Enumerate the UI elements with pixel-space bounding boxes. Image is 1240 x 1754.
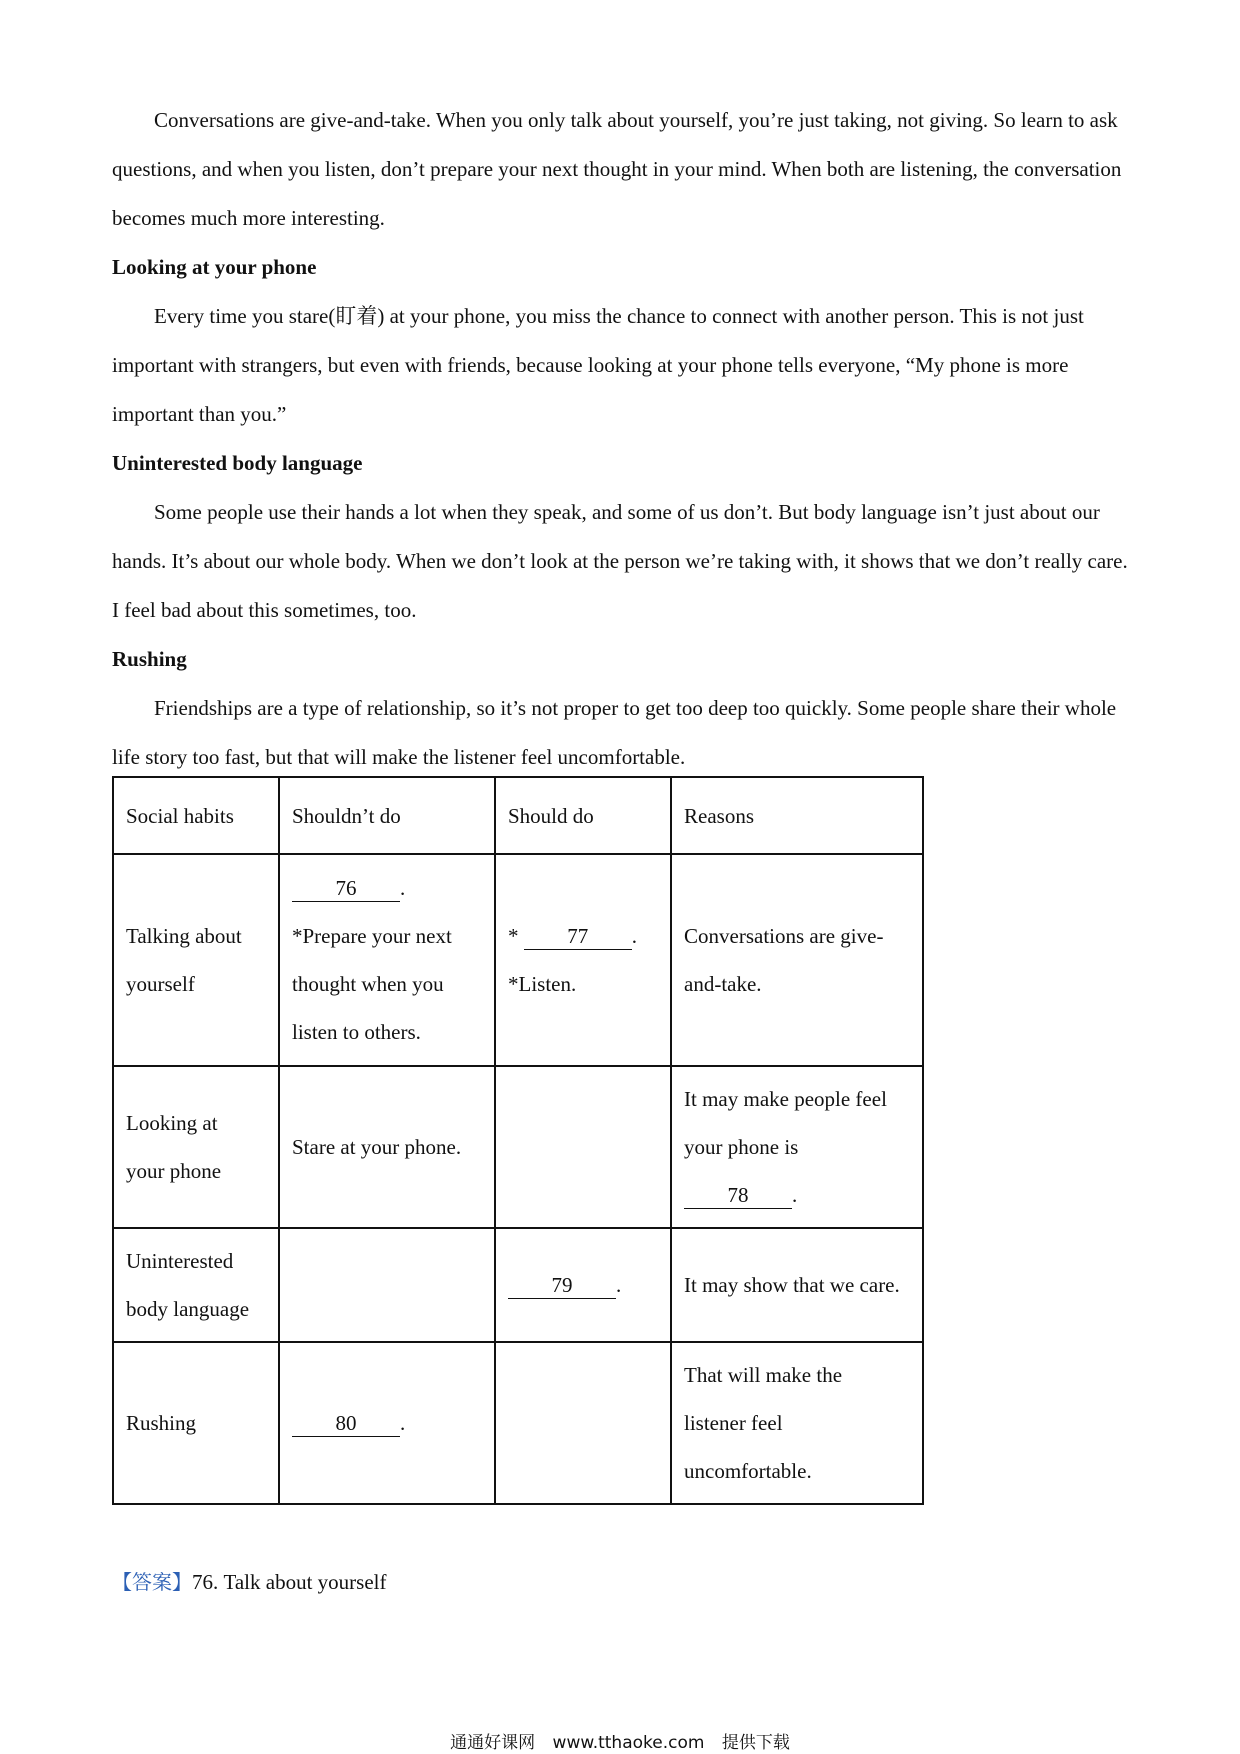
footer-site-name: 通通好课网 [450,1733,536,1753]
passage [112,96,1132,782]
bullet-star: * [508,924,519,948]
blank-78[interactable]: 78 [684,1183,792,1209]
blank-line-80: 80 . [292,1399,482,1447]
header-reasons: Reasons [671,777,923,854]
blank-line-76: 76 . [292,864,482,912]
answer-text: 76. Talk about yourself [192,1570,387,1594]
paragraph-phone: Every time you stare(盯着) at your phone, you miss the chance to connect with another person. This is not just important with strangers, but even with friends, because looking at your phone tells everyone, “My phone is more important than you.” [112,304,1084,426]
blank-line-79: 79 . [508,1261,658,1309]
table-row [113,854,923,1066]
blank-76[interactable]: 76 [292,876,400,902]
table-row [113,1228,923,1342]
cell-line: and-take. [684,972,762,996]
footer-url[interactable]: www.tthaoke.com [552,1733,705,1753]
habit-line: your phone [126,1159,222,1183]
habit-line: Uninterested [126,1249,234,1273]
social-habits-table [112,776,924,1505]
cell-line: Conversations are give- [684,924,884,948]
reason-cell [671,1066,923,1228]
heading-looking-at-phone: Looking at your phone [112,255,317,279]
blank-80[interactable]: 80 [292,1411,400,1437]
shouldnt-cell: Stare at your phone. [279,1066,495,1228]
page-footer [0,1728,1240,1753]
cell-line: *Prepare your next [292,924,452,948]
paragraph-intro: Conversations are give-and-take. When you only talk about yourself, you’re just taking, not giving. So learn to ask questions, and when you listen, don’t prepare your next thought in your mind. When both are listening, the conversation becomes much more interesting. [112,108,1122,230]
should-cell [495,854,671,1066]
header-should-do: Should do [495,777,671,854]
cell-line: listen to others. [292,1020,421,1044]
cell-line: listener feel [684,1411,783,1435]
cell-line: uncomfortable. [684,1459,812,1483]
habit-line: body language [126,1297,250,1321]
heading-body-language: Uninterested body language [112,451,363,475]
answer-line [112,1558,387,1606]
blank-line-77: * 77 . [508,912,658,960]
blank-77[interactable]: 77 [524,924,632,950]
habit-cell: Rushing [113,1342,279,1504]
cell-line: *Listen. [508,972,577,996]
shouldnt-cell [279,1342,495,1504]
shouldnt-cell-empty [279,1228,495,1342]
habit-line: Talking about [126,924,242,948]
should-cell-empty [495,1066,671,1228]
habit-line: yourself [126,972,195,996]
blank-line-78: 78 . [684,1171,910,1219]
cell-line: That will make the [684,1363,843,1387]
paragraph-body-language: Some people use their hands a lot when they speak, and some of us don’t. But body language isn’t just about our hands. It’s about our whole body. When we don’t look at the person we’re taking with, it shows that we don’t really care. I feel bad about this sometimes, too. [112,500,1128,622]
shouldnt-cell [279,854,495,1066]
habit-cell [113,1228,279,1342]
footer-note: 提供下载 [721,1733,790,1753]
cell-line: thought when you [292,972,444,996]
habit-cell [113,1066,279,1228]
habit-cell [113,854,279,1066]
table-row [113,1066,923,1228]
cell-line: It may make people feel [684,1087,887,1111]
habit-line: Looking at [126,1111,218,1135]
reason-cell: It may show that we care. [671,1228,923,1342]
answer-tag: 【答案】 [112,1570,192,1594]
should-cell [495,1228,671,1342]
heading-rushing: Rushing [112,647,187,671]
table-header-row [113,777,923,854]
cell-line: your phone is [684,1135,799,1159]
header-social-habits: Social habits [113,777,279,854]
paragraph-rushing: Friendships are a type of relationship, so it’s not proper to get too deep too quickly. Some people share their whole life story too fast, but that will make the listener feel uncomfortable. [112,696,1117,769]
should-cell-empty [495,1342,671,1504]
reason-cell [671,1342,923,1504]
blank-79[interactable]: 79 [508,1273,616,1299]
header-shouldnt-do: Shouldn’t do [279,777,495,854]
reason-cell [671,854,923,1066]
table-row [113,1342,923,1504]
